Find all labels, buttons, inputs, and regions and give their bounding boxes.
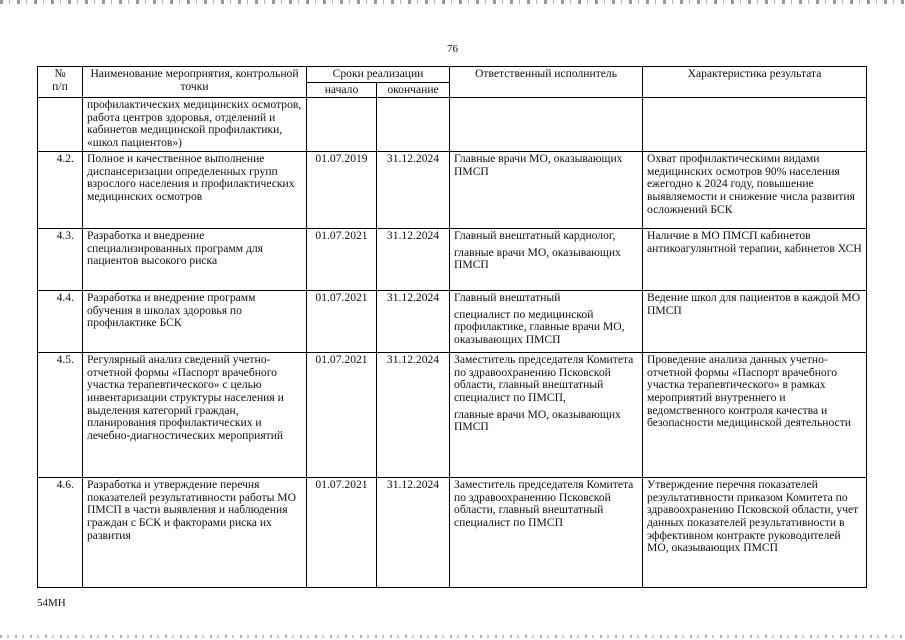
row-result: Ведение школ для пациентов в каждой МО ПМСП [643, 291, 867, 353]
row-end: 31.12.2024 [377, 229, 450, 291]
row-result: Охват профилактическими видами медицинских осмотров 90% населения ежегодно к 2024 году, повышение выявляемости и снижение числа развития осложнений БСК [643, 152, 867, 229]
scan-edge-top [0, 0, 905, 4]
row-responsible-extra: главные врачи МО, оказывающих ПМСП [454, 245, 621, 272]
row-end: 31.12.2024 [377, 291, 450, 353]
row-responsible [450, 353, 643, 478]
row-name: Полное и качественное выполнение диспансеризации определенных групп взрослого населения и профилактических медицинских осмотров [83, 152, 307, 229]
row-number: 4.4. [38, 291, 83, 353]
table-row [38, 291, 867, 353]
row-start: 01.07.2021 [307, 478, 377, 588]
row-responsible-main: Заместитель председателя Комитета по здравоохранению Псковской области, главный внештатный специалист по ПМСП [454, 478, 634, 529]
row-start: 01.07.2021 [307, 291, 377, 353]
row-responsible-extra: главные врачи МО, оказывающих ПМСП [454, 407, 621, 434]
row-responsible-main: Заместитель председателя Комитета по здравоохранению Псковской области, главный внештатный специалист по ПМСП, [454, 353, 634, 404]
header-dates: Сроки реализации [307, 67, 450, 83]
activities-table [37, 66, 867, 588]
row-responsible [450, 152, 643, 229]
row-result: Утверждение перечня показателей результативности приказом Комитета по здравоохранению Псковской области, учет данных показателей результативности в эффективном контракте руководителей МО, оказывающих ПМСП [643, 478, 867, 588]
row-start: 01.07.2021 [307, 353, 377, 478]
row-name: Регулярный анализ сведений учетно-отчетной формы «Паспорт врачебного участка терапевтического» с целью инвентаризации структуры населения и выделения категорий граждан, планирования профилактических и лечебно-диагностических мероприятий [83, 353, 307, 478]
row-result: Проведение анализа данных учетно-отчетной формы «Паспорт врачебного участка терапевтического» в рамках мероприятий внутреннего и ведомственного контроля качества и безопасности медицинской деятельности [643, 353, 867, 478]
header-result: Характеристика результата [643, 67, 867, 98]
row-start: 01.07.2019 [307, 152, 377, 229]
row-responsible-extra: специалист по медицинской профилактике, главные врачи МО, оказывающих ПМСП [454, 307, 625, 346]
row-responsible-main: Главный внештатный кардиолог, [454, 229, 616, 243]
footer-code: 54МН [37, 597, 66, 609]
row-name: Разработка и внедрение специализированных программ для пациентов высокого риска [83, 229, 307, 291]
row-result: Наличие в МО ПМСП кабинетов антикоагулянтной терапии, кабинетов ХСН [643, 229, 867, 291]
row-responsible-main: Главный внештатный [454, 291, 561, 305]
row-name: Разработка и утверждение перечня показателей результативности работы МО ПМСП в части выявления и наблюдения граждан с БСК и факторами риска их развития [83, 478, 307, 588]
header-number-line2: п/п [52, 79, 68, 93]
row-responsible [450, 478, 643, 588]
table-row [38, 353, 867, 478]
page-number: 76 [447, 43, 458, 55]
row-end: 31.12.2024 [377, 353, 450, 478]
scan-edge-bottom [0, 635, 905, 638]
continuation-name: профилактических медицинских осмотров, работа центров здоровья, отделений и кабинетов медицинской профилактики, «школ пациентов») [83, 98, 307, 152]
row-number: 4.5. [38, 353, 83, 478]
row-name: Разработка и внедрение программ обучения в школах здоровья по профилактике БСК [83, 291, 307, 353]
table-row [38, 478, 867, 588]
row-end: 31.12.2024 [377, 478, 450, 588]
row-end: 31.12.2024 [377, 152, 450, 229]
header-start: начало [307, 82, 377, 98]
row-responsible-main: Главные врачи МО, оказывающих ПМСП [454, 152, 623, 178]
row-start: 01.07.2021 [307, 229, 377, 291]
row-number: 4.6. [38, 478, 83, 588]
header-number [38, 67, 83, 98]
row-number: 4.3. [38, 229, 83, 291]
table-row [38, 152, 867, 229]
header-responsible: Ответственный исполнитель [450, 67, 643, 98]
header-end: окончание [377, 82, 450, 98]
row-number: 4.2. [38, 152, 83, 229]
row-responsible [450, 291, 643, 353]
table-row-continuation [38, 98, 867, 152]
table-row [38, 229, 867, 291]
header-name: Наименование мероприятия, контрольной точки [83, 67, 307, 98]
header-number-line1: № [54, 67, 66, 80]
row-responsible [450, 229, 643, 291]
